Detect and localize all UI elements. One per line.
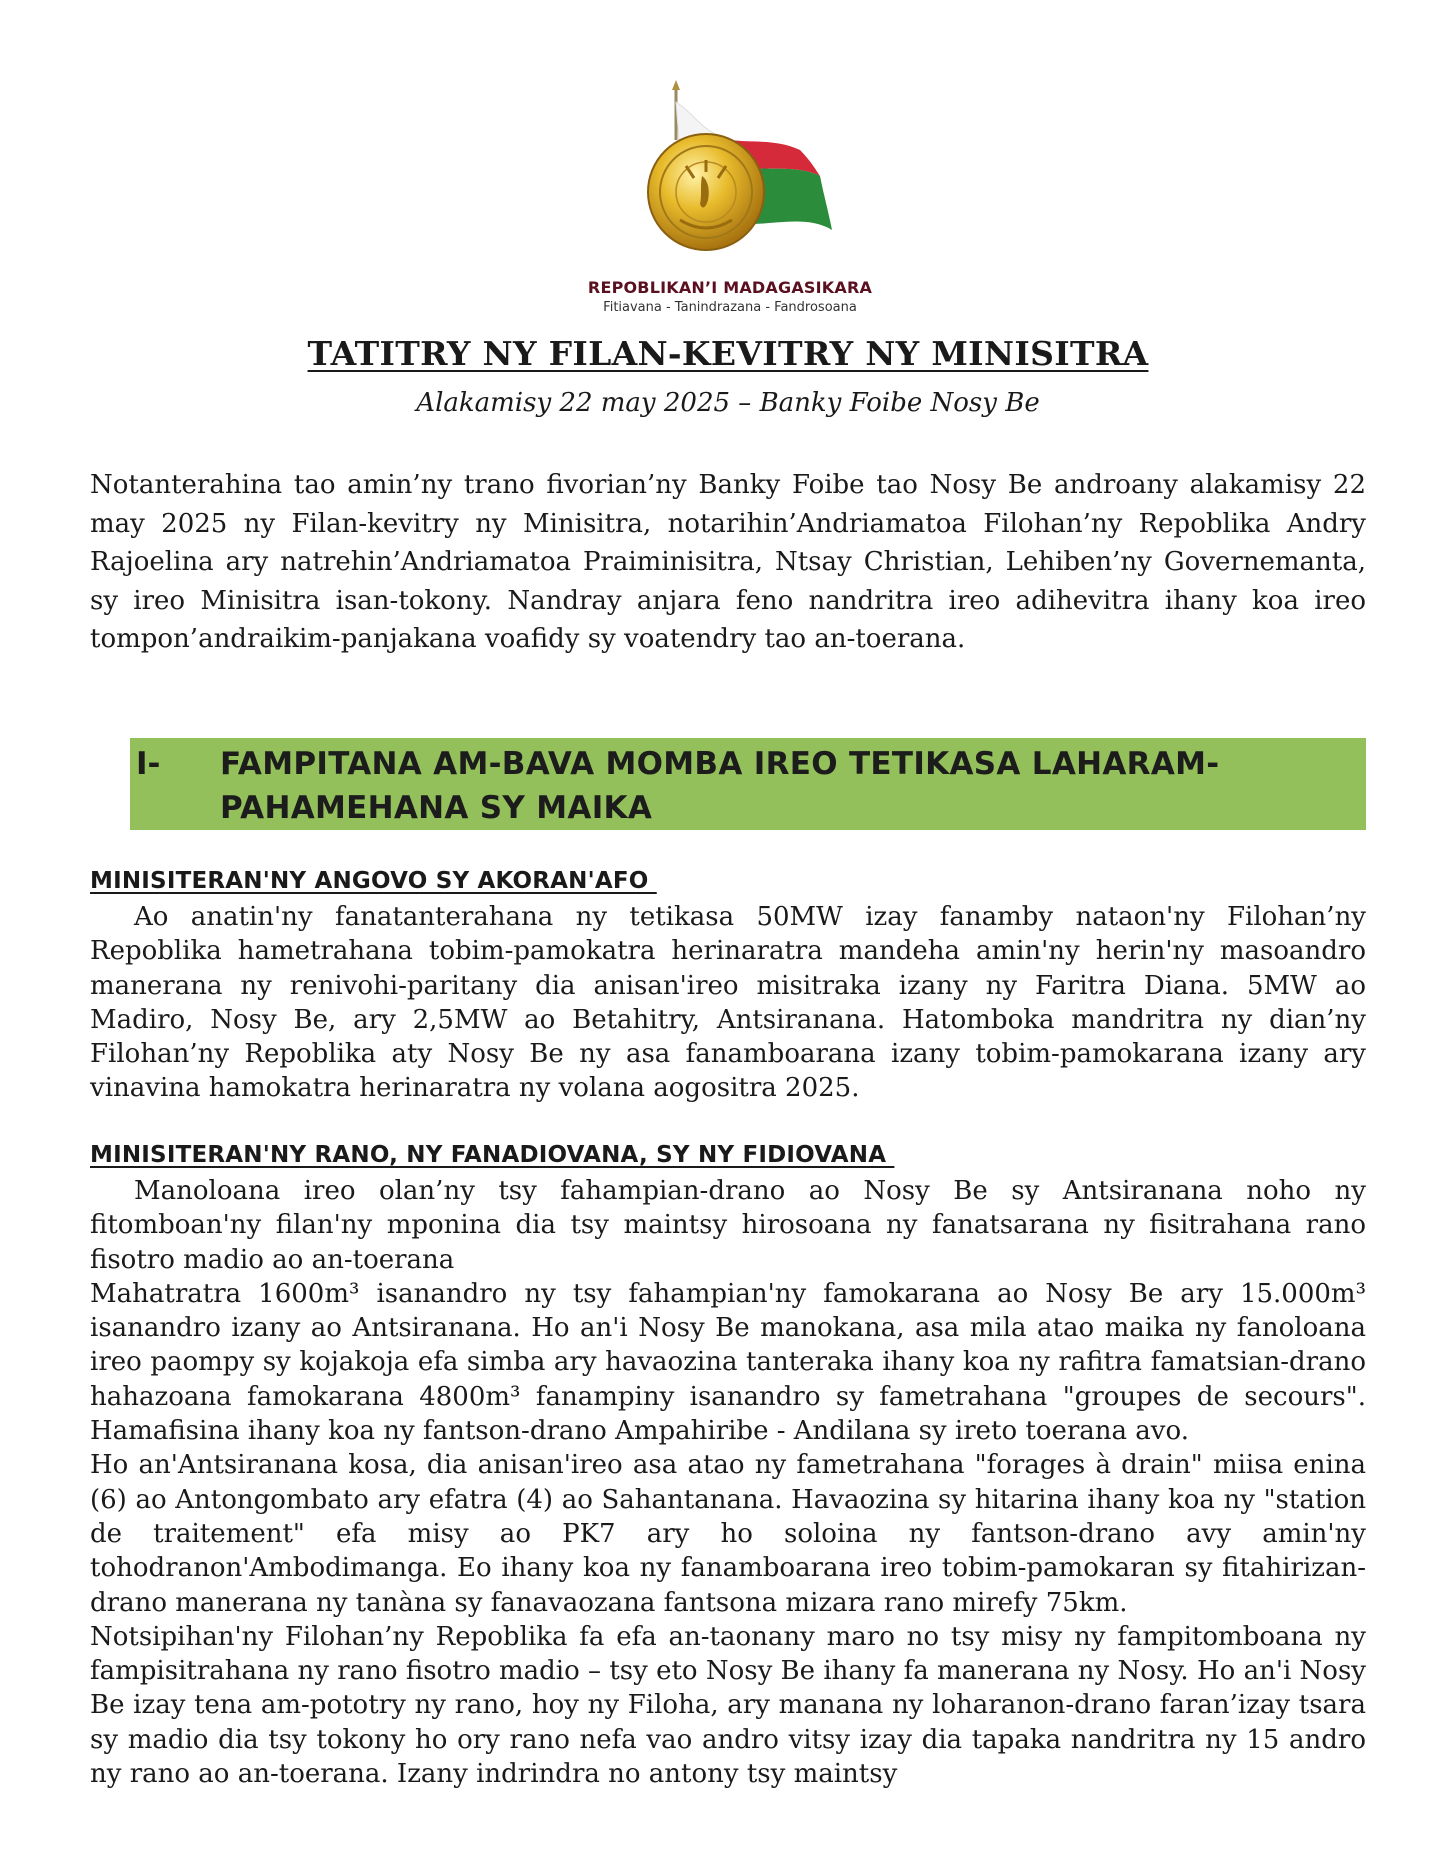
body-paragraph: Notsipihan'ny Filohan’ny Repoblika fa efa an-taonany maro no tsy misy ny fampitomboana ny fampisitrahana ny rano fisotro madio – tsy eto Nosy Be ihany fa manerana ny Nosy. Ho an'i Nosy Be izay tena am-pototry ny rano, hoy ny Filoha, ary manana ny loharanon-drano faran’izay tsara sy madio dia tsy tokony ho ory rano nefa vao andro vitsy izay dia tapaka nandritra ny 15 andro ny rano ao an-toerana. Izany indrindra no antony tsy maintsy [90,1621,1366,1790]
body-paragraph: Ao anatin'ny fanatanterahana ny tetikasa 50MW izay fanamby nataon'ny Filohan’ny Repoblika hametrahana tobim-pamokatra herinaratra mandeha amin'ny herin'ny masoandro manerana ny renivohi-paritany dia anisan'ireo misitraka izany ny Faritra Diana. 5MW ao Madiro, Nosy Be, ary 2,5MW ao Betahitry, Antsiranana. Hatomboka mandritra ny dian’ny Filohan’ny Repoblika aty Nosy Be ny asa fanamboarana izany tobim-pamokarana izany ary vinavina hamokatra herinaratra ny volana aogositra 2025. [90,902,1366,1104]
ministry-heading-energy: MINISITERAN'NY ANGOVO SY AKORAN'AFO [90,868,657,894]
body-paragraph: Mahatratra 1600m³ isanandro ny tsy fahampian'ny famokarana ao Nosy Be ary 15.000m³ isanandro izany ao Antsiranana. Ho an'i Nosy Be manokana, asa mila atao maika ny fanoloana ireo paompy sy kojakoja efa simba ary havaozina tanteraka ihany koa ny rafitra famatsian-drano hahazoana famokarana 4800m³ fanampiny isanandro sy fametrahana "groupes de secours". Hamafisina ihany koa ny fantson-drano Ampahiribe - Andilana sy ireto toerana avo. [90,1278,1366,1447]
madagascar-seal-flag-icon [610,80,850,280]
body-paragraph: Ho an'Antsiranana kosa, dia anisan'ireo asa atao ny fametrahana "forages à drain" miisa enina (6) ao Antongombato ary efatra (4) ao Sahantanana. Havaozina sy hitarina ihany koa ny "station de traitement" efa misy ao PK7 ary ho soloina ny fantson-drano avy amin'ny tohodranon'Ambodimanga. Eo ihany koa ny fanamboarana ireo tobim-pamokaran sy fitahirizan-drano manerana ny tanàna sy fanavaozana fantsona mizara rano mirefy 75km. [90,1450,1366,1618]
ministry-body-energy [90,900,1366,1106]
section-title: FAMPITANA AM-BAVA MOMBA IREO TETIKASA LAHARAM-PAHAMEHANA SY MAIKA [220,746,1220,826]
document-title: TATITRY NY FILAN-KEVITRY NY MINISITRA [307,334,1149,373]
document-subtitle: Alakamisy 22 may 2025 – Banky Foibe Nosy Be [416,388,1040,418]
republic-motto: Fitiavana - Tanindrazana - Fandrosoana [603,300,857,315]
republic-logo [560,80,900,320]
section-banner [130,738,1366,830]
body-paragraph: Manoloana ireo olan’ny tsy fahampian-drano ao Nosy Be sy Antsiranana noho ny fitomboan'ny filan'ny mponina dia tsy maintsy hirosoana ny fanatsarana ny fisitrahana rano fisotro madio ao an-toerana [90,1176,1366,1275]
ministry-heading-water: MINISITERAN'NY RANO, NY FANADIOVANA, SY NY FIDIOVANA [90,1142,895,1168]
section-number: I- [136,746,161,782]
republic-name: REPOBLIKAN’I MADAGASIKARA [587,278,873,297]
intro-paragraph: Notanterahina tao amin’ny trano fivorian’ny Banky Foibe tao Nosy Be androany alakamisy 22 may 2025 ny Filan-kevitry ny Minisitra, notarihin’Andriamatoa Filohan’ny Repoblika Andry Rajoelina ary natrehin’Andriamatoa Praiminisitra, Ntsay Christian, Lehiben’ny Governemanta, sy ireo Minisitra isan-tokony. Nandray anjara feno nandritra ireo adihevitra ihany koa ireo tompon’andraikim-panjakana voafidy sy voatendry tao an-toerana. [90,470,1366,654]
ministry-body-water [90,1174,1366,1791]
